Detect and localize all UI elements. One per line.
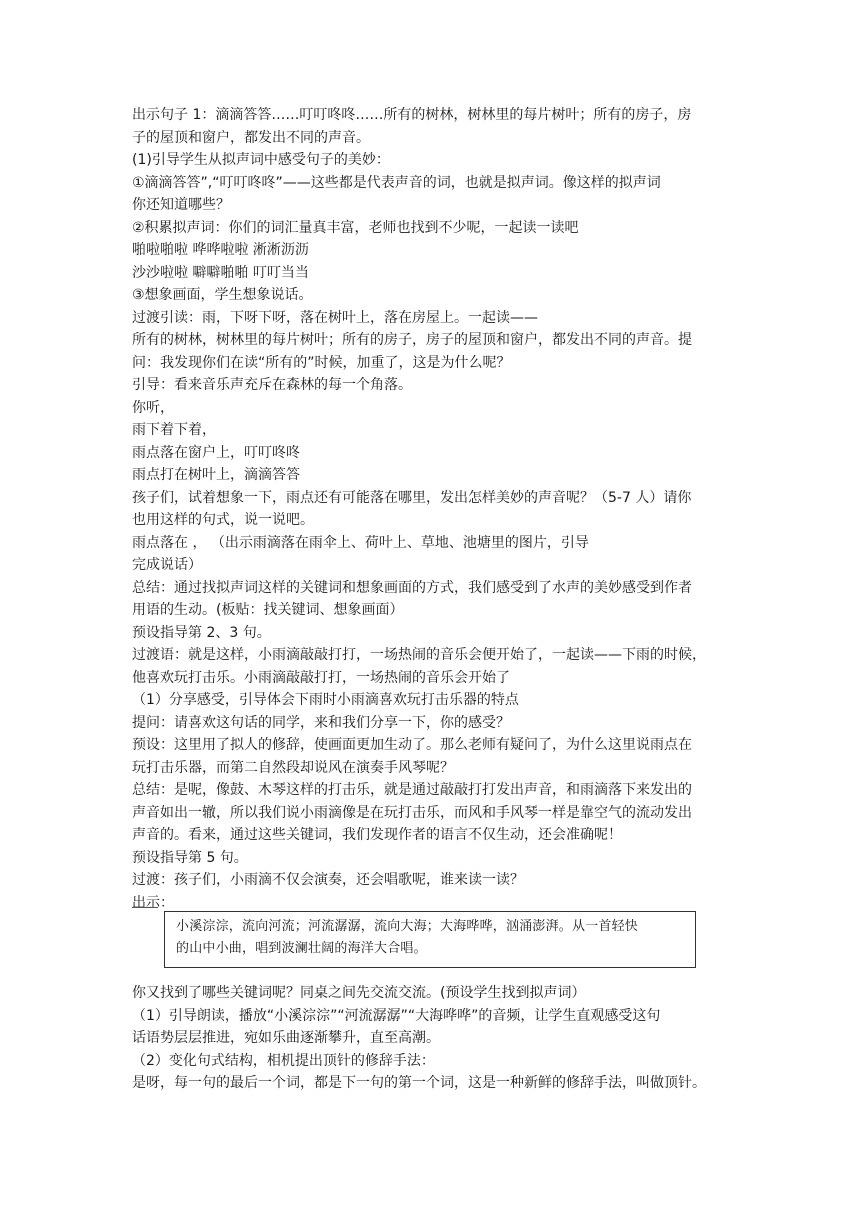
text-line: 完成说话） (132, 557, 202, 573)
text-line: 用语的生动。(板贴：找关键词、想象画面） (132, 602, 404, 618)
text-line: 总结：是呢，像鼓、木琴这样的打击乐，就是通过敲敲打打发出声音，和雨滴落下来发出的 (132, 782, 692, 798)
text-line: 玩打击乐器，而第二自然段却说风在演奏手风琴呢？ (132, 759, 454, 776)
text-line: 过渡：孩子们，小雨滴不仅会演奏，还会唱歌呢，谁来读一读？ (132, 872, 524, 888)
text-line: 出示句子 1：滴滴答答……叮叮咚咚……所有的树林，树林里的每片树叶；所有的房子，房 (132, 107, 692, 123)
text-line: 所有的树林，树林里的每片树叶；所有的房子，房子的屋顶和窗户，都发出不同的声音。提 (132, 332, 692, 348)
text-line: 雨点落在窗户上，叮叮咚咚 (132, 444, 300, 461)
text-line: 问：我发现你们在读“所有的”时候，加重了，这是为什么呢？ (132, 354, 511, 371)
text-line: （1）分享感受，引导体会下雨时小雨滴喜欢玩打击乐器的特点 (132, 692, 519, 708)
text-line: 提问：请喜欢这句话的同学，来和我们分享一下，你的感受？ (132, 714, 510, 731)
text-line: 子的屋顶和窗户，都发出不同的声音。 (132, 129, 370, 146)
text-line: 他喜欢玩打击乐。小雨滴敲敲打打，一场热闹的音乐会开始了 (132, 669, 510, 686)
text-line: 孩子们，试着想象一下，雨点还有可能落在哪里，发出怎样美妙的声音呢？（5-7 人）请你 (132, 489, 692, 506)
quoted-line: 的山中小曲，唱到波澜壮阔的海洋大合唱。 (176, 941, 427, 956)
text-line: 声音的。看来，通过这些关键词，我们发现作者的语言不仅生动，还会准确呢！ (132, 827, 622, 843)
text-line: 预设指导第 2、3 句。 (132, 624, 271, 641)
text-line: 话语势层层推进，宛如乐曲逐渐攀升，直至高潮。 (132, 1030, 440, 1046)
text-line: ③想象画面，学生想象说话。 (132, 287, 313, 303)
text-line: 你又找到了哪些关键词呢？同桌之间先交流交流。(预设学生找到拟声词） (132, 985, 586, 1001)
text-line: ①滴滴答答”,“叮叮咚咚”——这些都是代表声音的词，也就是拟声词。像这样的拟声词 (132, 174, 661, 191)
text-line: 啪啦啪啦 哗哗啦啦 淅淅沥沥 (132, 242, 309, 258)
text-line: （2）变化句式结构，相机提出顶针的修辞手法： (132, 1052, 435, 1069)
text-line: ②积累拟声词：你们的词汇量真丰富，老师也找到不少呢，一起读一读吧 (132, 219, 579, 236)
text-line: 你还知道哪些？ (132, 197, 230, 213)
text-line: 引导：看来音乐声充斥在森林的每一个角落。 (132, 377, 412, 393)
text-line: 预设：这里用了拟人的修辞，使画面更加生动了。那么老师有疑问了，为什么这里说雨点在 (132, 737, 692, 753)
text-line: 也用这样的句式，说一说吧。 (132, 512, 314, 528)
quoted-line: 小溪淙淙，流向河流；河流潺潺，流向大海；大海哗哗，汹涌澎湃。从一首轻快 (176, 919, 639, 934)
text-line: (1)引导学生从拟声词中感受句子的美妙： (132, 152, 390, 168)
text-line: 总结：通过找拟声词这样的关键词和想象画面的方式，我们感受到了水声的美妙感受到作者 (132, 579, 692, 596)
text-line: 雨下着下着， (132, 422, 216, 438)
text-line: 是呀，每一句的最后一个词，都是下一句的第一个词，这是一种新鲜的修辞手法，叫做顶针。 (132, 1075, 706, 1091)
text-line: 过渡引读：雨，下呀下呀，落在树叶上，落在房屋上。一起读—— (132, 309, 538, 326)
text-line: 出示： (132, 894, 174, 911)
underline-rule (132, 907, 158, 908)
text-line: 雨点落在 ， （出示雨滴落在雨伞上、荷叶上、草地、池塘里的图片，引导 (132, 534, 589, 551)
text-line: 过渡语：就是这样，小雨滴敲敲打打，一场热闹的音乐会便开始了，一起读——下雨的时候， (132, 647, 706, 663)
text-line: 雨点打在树叶上，滴滴答答 (132, 467, 300, 483)
text-line: 沙沙啦啦 噼噼啪啪 叮叮当当 (132, 264, 309, 281)
text-line: 声音如出一辙，所以我们说小雨滴像是在玩打击乐，而风和手风琴一样是靠空气的流动发出 (132, 804, 692, 821)
text-line: 你听， (132, 399, 174, 416)
text-line: 预设指导第 5 句。 (132, 849, 248, 866)
text-line: （1）引导朗读，播放“小溪淙淙”“河流潺潺”“大海哗哗”的音频，让学生直观感受这句 (132, 1007, 661, 1024)
